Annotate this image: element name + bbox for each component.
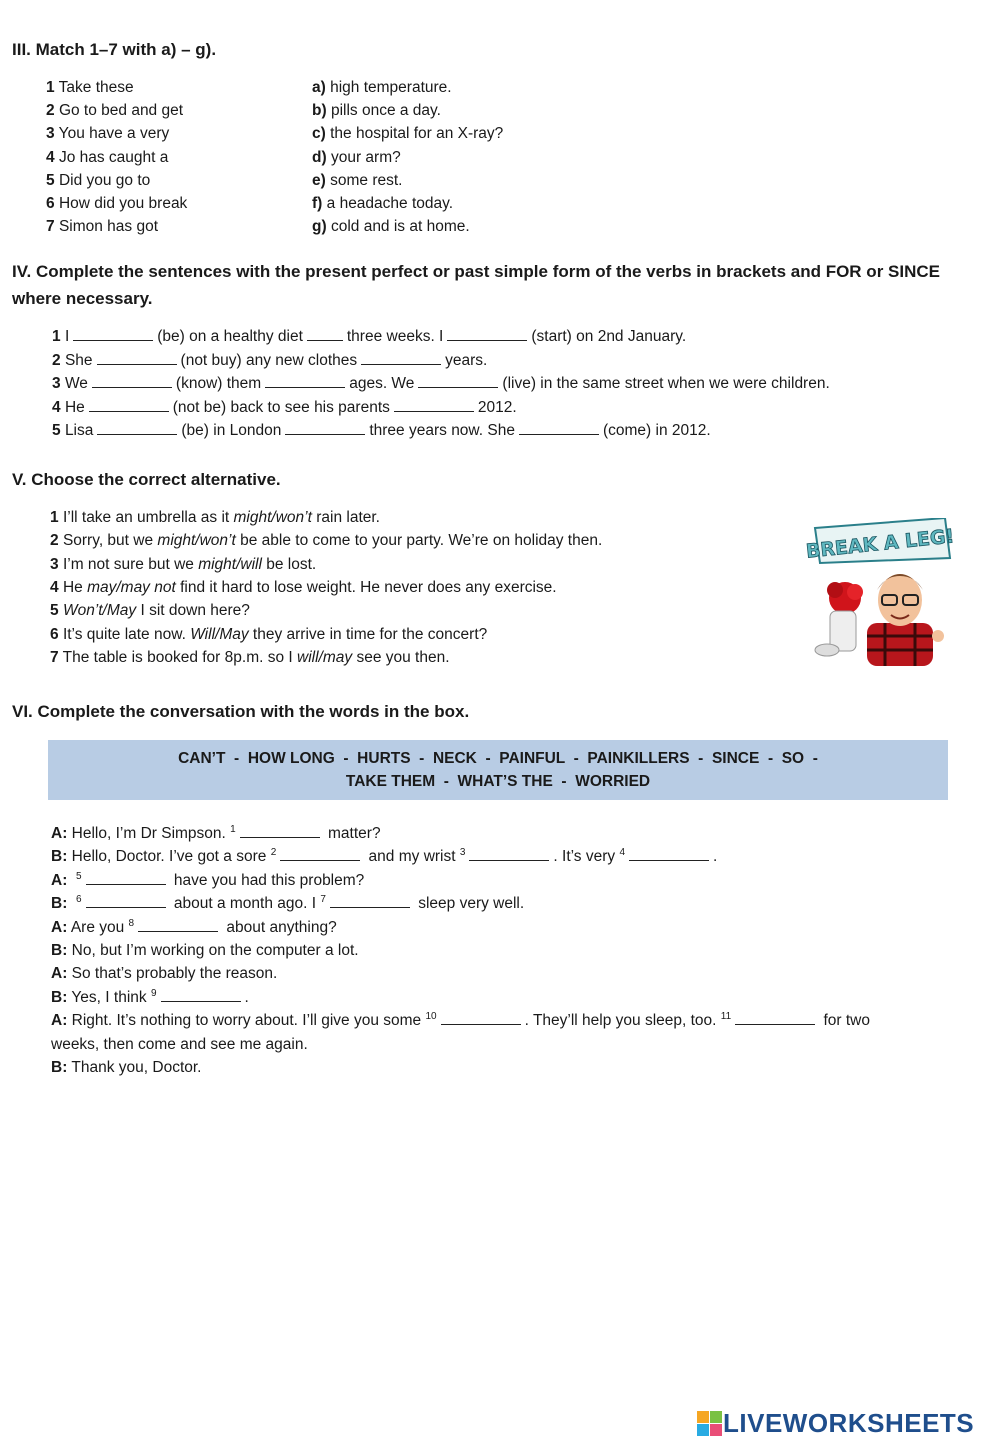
speaker-label: B: xyxy=(51,988,68,1006)
speaker-label: A: xyxy=(51,825,68,842)
answer-blank-3[interactable] xyxy=(447,326,527,341)
item-number: 1 xyxy=(52,328,61,345)
text-segment: . xyxy=(713,848,718,866)
dialogue-line xyxy=(51,986,249,1009)
item-number: 5 xyxy=(50,602,59,620)
item-text: Did you go to xyxy=(58,171,151,189)
svg-text:BREAK A LEG!: BREAK A LEG! xyxy=(805,525,955,563)
alternative-item xyxy=(50,553,316,576)
answer-blank-6[interactable] xyxy=(86,893,166,908)
answer-blank-5[interactable] xyxy=(86,870,166,885)
dialogue-line xyxy=(51,939,359,962)
item-number: 7 xyxy=(50,648,59,666)
gap-number: 10 xyxy=(425,1011,437,1023)
text-segment: (not buy) any new clothes xyxy=(180,351,358,369)
text-segment: (not be) back to see his parents xyxy=(172,398,390,416)
match-item-right xyxy=(312,122,503,145)
word-box-line-1: CAN’T - HOW LONG - HURTS - NECK - PAINFUL - PAINKILLERS - SINCE - SO - xyxy=(178,750,818,767)
liveworksheets-mark-icon xyxy=(697,1411,723,1437)
item-number: g) xyxy=(312,218,327,236)
alternative-choice[interactable]: might/won’t xyxy=(157,532,236,550)
sentence-item xyxy=(52,325,686,348)
item-number: 2 xyxy=(52,351,61,369)
text-segment: So that’s probably the reason. xyxy=(71,965,278,983)
text-segment: years. xyxy=(445,351,488,369)
dialogue-line xyxy=(51,869,364,892)
sentence-item xyxy=(52,396,517,419)
alternative-item xyxy=(50,599,250,622)
text-segment: He xyxy=(62,578,88,596)
text-segment: see you then. xyxy=(352,648,450,666)
dialogue-line xyxy=(51,1033,308,1056)
alternative-item xyxy=(50,646,450,669)
gap-number: 9 xyxy=(150,987,157,999)
answer-blank-7[interactable] xyxy=(330,893,410,908)
alternative-choice[interactable]: might/won’t xyxy=(233,509,312,526)
item-number: 3 xyxy=(52,375,61,392)
match-item-right xyxy=(312,146,401,169)
answer-blank-3[interactable] xyxy=(418,373,498,388)
item-number: 4 xyxy=(52,398,61,416)
match-item-right xyxy=(312,76,452,99)
item-number: a) xyxy=(312,79,326,96)
item-text: Take these xyxy=(58,79,134,96)
text-segment: about anything? xyxy=(222,918,337,936)
dialogue-line xyxy=(51,892,524,915)
item-text: high temperature. xyxy=(330,79,452,96)
text-segment: 2012. xyxy=(477,398,517,416)
speaker-label: B: xyxy=(51,848,68,866)
text-segment: No, but I’m working on the computer a lot. xyxy=(71,942,359,959)
item-number: 7 xyxy=(46,218,55,236)
text-segment: He xyxy=(64,398,85,416)
answer-blank-1[interactable] xyxy=(240,823,320,838)
item-number: 3 xyxy=(46,125,55,143)
gap-number: 2 xyxy=(270,847,277,859)
alternative-choice[interactable]: will/may xyxy=(297,648,353,666)
gap-number: 6 xyxy=(75,894,82,906)
text-segment: Right. It’s nothing to worry about. I’ll give you some xyxy=(71,1012,426,1030)
text-segment: I’ll take an umbrella as it xyxy=(62,509,234,526)
speaker-label: A: xyxy=(51,918,68,936)
item-number: d) xyxy=(312,148,327,166)
gap-number: 3 xyxy=(459,847,466,859)
gap-number: 1 xyxy=(230,824,236,835)
text-segment: be able to come to your party. We’re on holiday then. xyxy=(235,532,603,550)
item-number: 6 xyxy=(46,195,55,212)
text-segment: have you had this problem? xyxy=(169,871,365,889)
answer-blank-3[interactable] xyxy=(519,420,599,435)
match-item-right xyxy=(312,169,402,192)
dialogue-line xyxy=(51,916,337,939)
gap-number: 8 xyxy=(128,917,135,929)
text-segment: It’s quite late now. xyxy=(62,625,191,643)
text-segment: weeks, then come and see me again. xyxy=(51,1035,308,1053)
section-5-title: V. Choose the correct alternative. xyxy=(12,470,281,489)
match-item-left xyxy=(46,76,134,99)
match-item-right xyxy=(312,99,441,122)
speaker-label: A: xyxy=(51,965,68,983)
answer-blank-1[interactable] xyxy=(89,397,169,412)
item-text: the hospital for an X-ray? xyxy=(330,125,504,143)
text-segment: Sorry, but we xyxy=(62,532,158,550)
speaker-label: B: xyxy=(51,942,68,959)
alternative-choice[interactable]: Will/May xyxy=(190,625,249,643)
dialogue-line xyxy=(51,822,381,845)
item-text: your arm? xyxy=(330,148,401,166)
alternative-choice[interactable]: Won’t/May xyxy=(62,602,137,620)
text-segment: and my wrist xyxy=(364,848,460,866)
text-segment: three years now. She xyxy=(369,422,515,439)
item-number: 4 xyxy=(46,148,55,166)
text-segment: be lost. xyxy=(261,555,317,573)
item-number: f) xyxy=(312,195,323,212)
answer-blank-2[interactable] xyxy=(394,397,474,412)
item-number: 1 xyxy=(50,509,59,526)
word-box xyxy=(48,740,948,800)
text-segment: She xyxy=(64,351,93,369)
alternative-item xyxy=(50,529,602,552)
text-segment: I’m not sure but we xyxy=(62,555,199,573)
answer-blank-9[interactable] xyxy=(161,987,241,1002)
answer-blank-3[interactable] xyxy=(469,846,549,861)
text-segment: We xyxy=(64,375,88,392)
match-item-left xyxy=(46,215,158,238)
answer-blank-1[interactable] xyxy=(97,420,177,435)
text-segment: ages. We xyxy=(349,375,415,392)
gap-number: 5 xyxy=(75,870,82,882)
answer-blank-2[interactable] xyxy=(280,846,360,861)
text-segment: (be) on a healthy diet xyxy=(157,328,303,345)
alternative-item xyxy=(50,623,487,646)
sentence-item xyxy=(52,419,711,442)
item-text: Simon has got xyxy=(58,218,159,236)
item-text: Jo has caught a xyxy=(58,148,169,166)
answer-blank-4[interactable] xyxy=(629,846,709,861)
text-segment: matter? xyxy=(323,825,381,842)
text-segment: Yes, I think xyxy=(71,988,151,1006)
text-segment: three weeks. I xyxy=(346,328,444,345)
text-segment: (start) on 2nd January. xyxy=(531,328,687,345)
text-segment: . xyxy=(244,988,249,1006)
section-6-title: VI. Complete the conversation with the words in the box. xyxy=(12,702,470,721)
text-segment: . It’s very xyxy=(553,848,620,866)
speaker-label: A: xyxy=(51,871,68,889)
gap-number: 7 xyxy=(320,894,326,906)
item-number: 6 xyxy=(50,625,59,643)
text-segment: The table is booked for 8p.m. so I xyxy=(62,648,298,666)
alternative-item xyxy=(50,576,557,599)
item-text: Go to bed and get xyxy=(58,102,184,120)
liveworksheets-logo xyxy=(697,1408,974,1439)
dialogue-line xyxy=(51,1009,870,1032)
dialogue-line xyxy=(51,845,717,868)
dialogue-line xyxy=(51,962,277,985)
answer-blank-1[interactable] xyxy=(97,350,177,365)
item-text: some rest. xyxy=(330,171,403,189)
text-segment: rain later. xyxy=(311,509,380,526)
match-item-left xyxy=(46,169,150,192)
text-segment: I sit down here? xyxy=(136,602,250,620)
answer-blank-2[interactable] xyxy=(361,350,441,365)
break-a-leg-sticker xyxy=(805,518,955,666)
speaker-label: B: xyxy=(51,1059,68,1076)
answer-blank-2[interactable] xyxy=(265,373,345,388)
item-number: 2 xyxy=(50,532,59,550)
answer-blank-11[interactable] xyxy=(735,1010,815,1025)
item-text: You have a very xyxy=(58,125,170,143)
text-segment: (be) in London xyxy=(181,422,282,439)
match-item-left xyxy=(46,99,183,122)
item-number: 3 xyxy=(50,555,59,573)
section-3-title: III. Match 1–7 with a) – g). xyxy=(12,40,217,59)
dialogue-line xyxy=(51,1056,201,1079)
text-segment: Hello, Doctor. I’ve got a sore xyxy=(71,848,271,866)
text-segment: find it hard to lose weight. He never does any exercise. xyxy=(175,578,557,596)
alternative-choice[interactable]: may/may not xyxy=(87,578,176,596)
answer-blank-8[interactable] xyxy=(138,917,218,932)
sentence-item xyxy=(52,349,487,372)
item-number: 2 xyxy=(46,102,55,120)
match-item-right xyxy=(312,215,470,238)
sentence-item xyxy=(52,372,830,395)
text-segment: about a month ago. I xyxy=(169,895,321,913)
text-segment: Thank you, Doctor. xyxy=(71,1059,202,1076)
word-box-line-2: TAKE THEM - WHAT’S THE - WORRIED xyxy=(345,773,651,790)
text-segment: sleep very well. xyxy=(413,895,525,913)
text-segment: (know) them xyxy=(175,375,262,392)
text-segment: Hello, I’m Dr Simpson. xyxy=(71,825,231,842)
answer-blank-1[interactable] xyxy=(73,326,153,341)
speaker-label: B: xyxy=(51,895,68,913)
item-text: a headache today. xyxy=(326,195,454,212)
answer-blank-2[interactable] xyxy=(307,326,343,341)
speaker-label: A: xyxy=(51,1012,68,1030)
text-segment: Lisa xyxy=(64,422,94,439)
item-number: 4 xyxy=(50,578,59,596)
match-item-left xyxy=(46,192,187,215)
gap-number: 11 xyxy=(720,1011,732,1023)
text-segment: they arrive in time for the concert? xyxy=(248,625,488,643)
alternative-item xyxy=(50,506,380,529)
item-number: 1 xyxy=(46,79,55,96)
text-segment: I xyxy=(64,328,70,345)
answer-blank-10[interactable] xyxy=(441,1010,521,1025)
match-item-left xyxy=(46,146,168,169)
liveworksheets-logo-text: LIVEWORKSHEETS xyxy=(723,1408,975,1438)
item-text: How did you break xyxy=(58,195,188,212)
item-number: e) xyxy=(312,171,326,189)
answer-blank-1[interactable] xyxy=(92,373,172,388)
item-number: b) xyxy=(312,102,327,120)
match-item-right xyxy=(312,192,453,215)
answer-blank-2[interactable] xyxy=(285,420,365,435)
item-number: c) xyxy=(312,125,326,143)
section-4-title: IV. Complete the sentences with the present perfect or past simple form of the verbs in brackets and FOR or SINCE where necessary. xyxy=(12,262,940,308)
text-segment: (live) in the same street when we were children. xyxy=(502,375,830,392)
item-text: cold and is at home. xyxy=(330,218,470,236)
item-text: pills once a day. xyxy=(330,102,441,120)
item-number: 5 xyxy=(52,422,61,439)
match-item-left xyxy=(46,122,169,145)
text-segment: Are you xyxy=(70,918,129,936)
text-segment: for two xyxy=(819,1012,870,1030)
text-segment: . They’ll help you sleep, too. xyxy=(524,1012,721,1030)
gap-number: 4 xyxy=(619,847,626,859)
text-segment: (come) in 2012. xyxy=(602,422,711,439)
item-number: 5 xyxy=(46,171,55,189)
alternative-choice[interactable]: might/will xyxy=(198,555,262,573)
